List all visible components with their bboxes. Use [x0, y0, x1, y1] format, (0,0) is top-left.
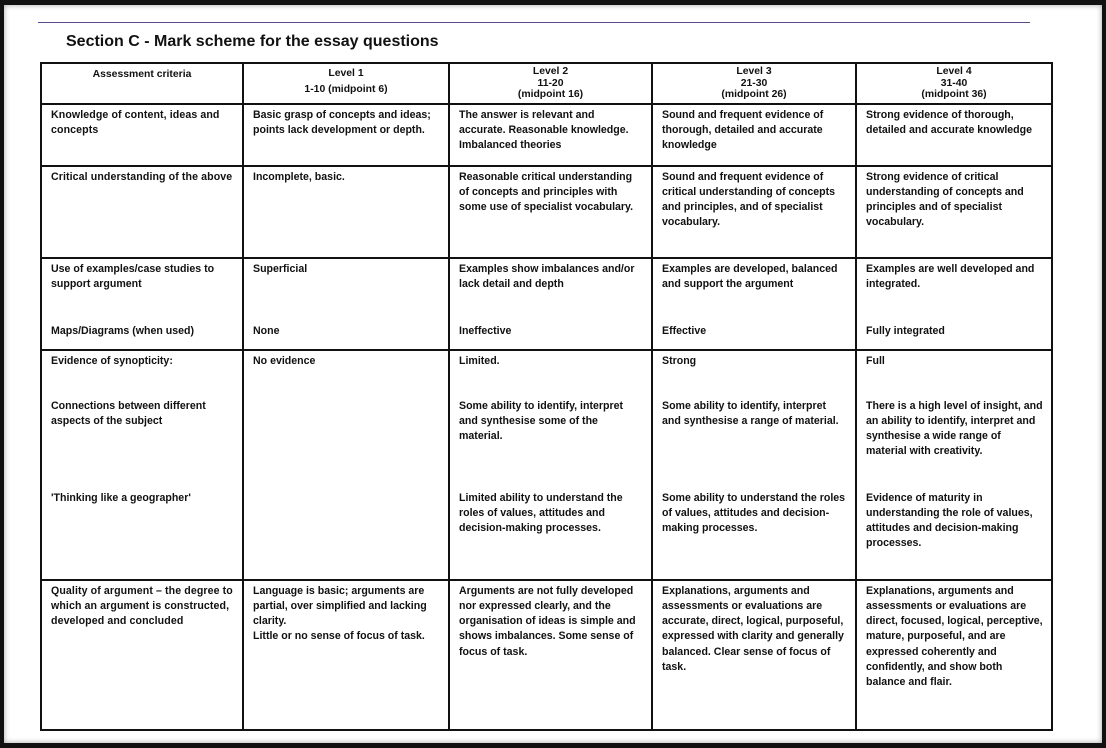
criterion-thinking-like-geographer: 'Thinking like a geographer' — [51, 491, 191, 504]
cell-examples-level-3: Examples are developed, balanced and support the argument Effective — [652, 258, 856, 350]
table-header-row — [41, 63, 1052, 104]
table-row-knowledge — [41, 104, 1052, 166]
cell-examples-level-2: Examples show imbalances and/or lack detail and depth Ineffective — [449, 258, 652, 350]
cell-synopticity-level-2: Limited. Some ability to identify, interpret and synthesise some of the material. Limited ability to understand the roles of values, attitudes and decision-making processes. — [449, 350, 652, 580]
cell-argument-level-4: Explanations, arguments and assessments or evaluations are direct, focused, logical, perceptive, mature, purposeful, and are expressed coherently and confidently, and show both balance and flair. — [856, 580, 1052, 730]
cell-knowledge-level-2: The answer is relevant and accurate. Reasonable knowledge. Imbalanced theories — [449, 104, 652, 166]
table-row-synopticity — [41, 350, 1052, 580]
cell-critical-level-1: Incomplete, basic. — [243, 166, 449, 258]
cell-examples-level-1: Superficial None — [243, 258, 449, 350]
cell-argument-level-1: Language is basic; arguments are partial, over simplified and lacking clarity. Little or no sense of focus of task. — [243, 580, 449, 730]
cell-synopticity-level-4: Full There is a high level of insight, and an ability to identify, interpret and synthesise a wide range of material with creativity. Evidence of maturity in understanding the role of values, attitudes and decision-making processes. — [856, 350, 1052, 580]
cell-argument-level-2: Arguments are not fully developed nor expressed clearly, and the organisation of ideas is simple and shows imbalances. Some sense of focus of task. — [449, 580, 652, 730]
cell-examples-level-4: Examples are well developed and integrated. Fully integrated — [856, 258, 1052, 350]
cell-synopticity-level-3: Strong Some ability to identify, interpret and synthesise a range of material. Some ability to understand the roles of values, attitudes and decision-making processes. — [652, 350, 856, 580]
cell-argument-level-3: Explanations, arguments and assessments or evaluations are accurate, direct, logical, purposeful, expressed with clarity and generally balanced. Clear sense of focus of task. — [652, 580, 856, 730]
criterion-maps-diagrams: Maps/Diagrams (when used) — [51, 324, 195, 337]
header-level-4: Level 4 31-40 (midpoint 36) — [856, 63, 1052, 104]
criterion-argument: Quality of argument – the degree to which an argument is constructed, developed and concluded — [41, 580, 243, 730]
header-level-1: Level 1 1-10 (midpoint 6) — [243, 63, 449, 104]
header-level-2: Level 2 11-20 (midpoint 16) — [449, 63, 652, 104]
page-title: Section C - Mark scheme for the essay questions — [66, 33, 439, 50]
criterion-knowledge: Knowledge of content, ideas and concepts — [41, 104, 243, 166]
cell-knowledge-level-3: Sound and frequent evidence of thorough, detailed and accurate knowledge — [652, 104, 856, 166]
criterion-connections: Connections between different aspects of the subject — [51, 399, 206, 427]
header-rule — [38, 22, 1030, 23]
cell-critical-level-4: Strong evidence of critical understanding of concepts and principles and of specialist vocabulary. — [856, 166, 1052, 258]
criterion-examples: Use of examples/case studies to support argument Maps/Diagrams (when used) — [41, 258, 243, 350]
header-assessment-criteria: Assessment criteria — [41, 63, 243, 104]
cell-critical-level-2: Reasonable critical understanding of concepts and principles with some use of specialist vocabulary. — [449, 166, 652, 258]
criterion-synopticity: Evidence of synopticity: Connections between different aspects of the subject 'Thinking like a geographer' — [41, 350, 243, 580]
cell-critical-level-3: Sound and frequent evidence of critical understanding of concepts and principles, and of specialist vocabulary. — [652, 166, 856, 258]
cell-synopticity-level-1: No evidence — [243, 350, 449, 580]
table-row-critical — [41, 166, 1052, 258]
cell-knowledge-level-1: Basic grasp of concepts and ideas; points lack development or depth. — [243, 104, 449, 166]
criterion-critical: Critical understanding of the above — [41, 166, 243, 258]
table-row-argument — [41, 580, 1052, 730]
cell-knowledge-level-4: Strong evidence of thorough, detailed and accurate knowledge — [856, 104, 1052, 166]
header-level-3: Level 3 21-30 (midpoint 26) — [652, 63, 856, 104]
table-row-examples — [41, 258, 1052, 350]
mark-scheme-table — [40, 62, 1053, 731]
